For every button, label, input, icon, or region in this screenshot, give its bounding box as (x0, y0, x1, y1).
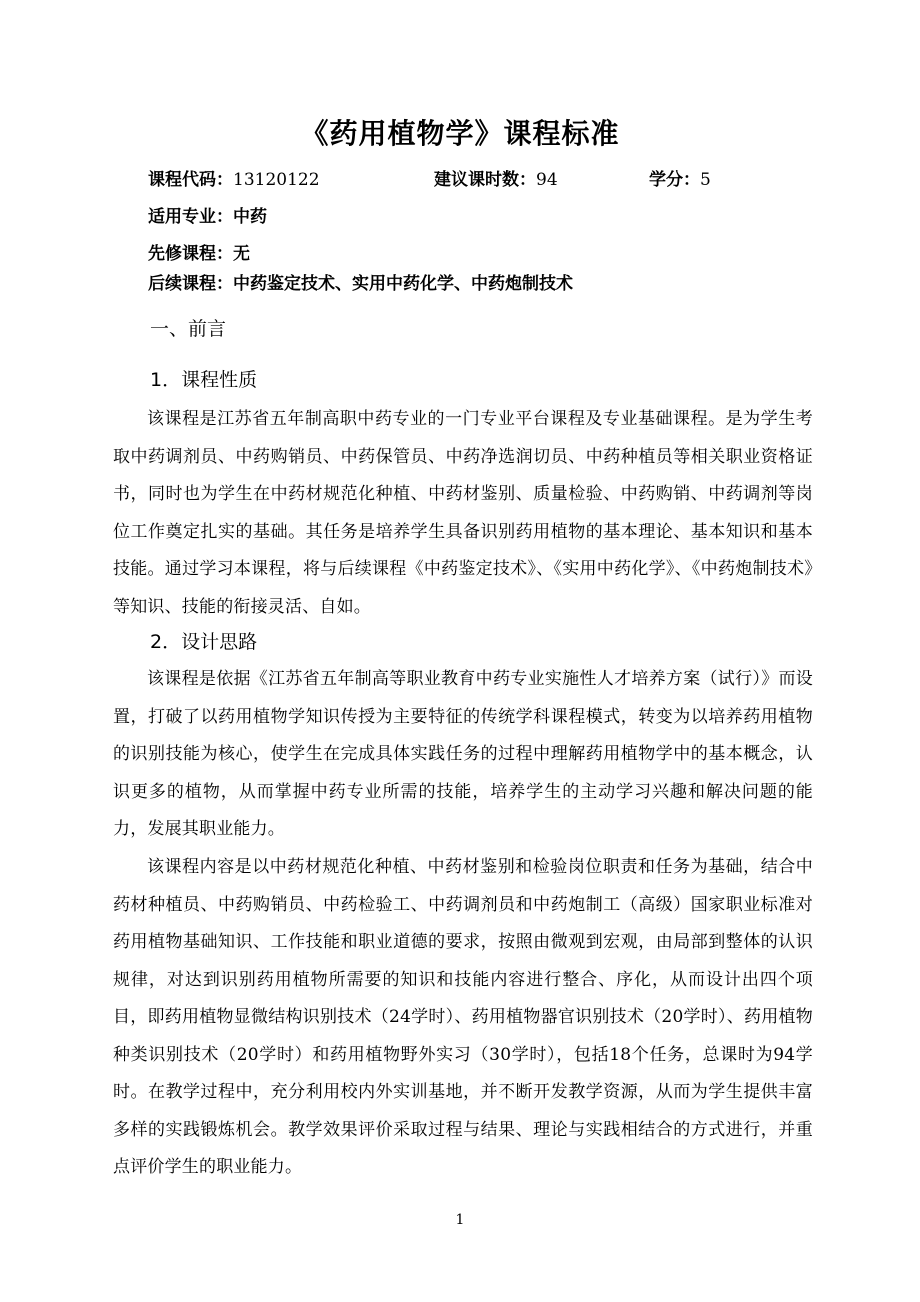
credit-line (649, 165, 711, 190)
credit-label: 学分： (649, 170, 700, 190)
paragraph-course-content: 该课程内容是以中药材规范化种植、中药材鉴别和检验岗位职责和任务为基础，结合中药材种植员、中药购销员、中药检验工、中药调剂员和中药炮制工（高级）国家职业标准对药用植物基础知识、工作技能和职业道德的要求，按照由微观到宏观，由局部到整体的认识规律，对达到识别药用植物所需要的知识和技能内容进行整合、序化，从而设计出四个项目，即药用植物显微结构识别技术（24学时）、药用植物器官识别技术（20学时）、药用植物种类识别技术（20学时）和药用植物野外实习（30学时），包括18个任务，总课时为94学时。在教学过程中，充分利用校内外实训基地，并不断开发教学资源，从而为学生提供丰富多样的实践锻炼机会。教学效果评价采取过程与结果、理论与实践相结合的方式进行，并重点评价学生的职业能力。 (113, 857, 813, 1177)
suggested-hours-value: 94 (536, 170, 558, 190)
prerequisite-value: 无 (233, 244, 250, 264)
applicable-major-line (148, 202, 267, 227)
course-code-value: 13120122 (233, 170, 320, 190)
follow-up-courses-line (148, 269, 573, 294)
page-number: 1 (455, 1212, 465, 1228)
paragraph-course-nature: 该课程是江苏省五年制高职中药专业的一门专业平台课程及专业基础课程。是为学生考取中药调剂员、中药购销员、中药保管员、中药净选润切员、中药种植员等相关职业资格证书，同时也为学生在中药材规范化种植、中药材鉴别、质量检验、中药购销、中药调剂等岗位工作奠定扎实的基础。其任务是培养学生具备识别药用植物的基本理论、基本知识和基本技能。通过学习本课程，将与后续课程《中药鉴定技术》、《实用中药化学》、《中药炮制技术》等知识、技能的衔接灵活、自如。 (113, 409, 813, 617)
prerequisite-line (148, 239, 250, 264)
subsection-heading-design-idea: 2．设计思路 (150, 631, 258, 653)
section-heading-preface: 一、前言 (150, 318, 227, 340)
course-code-label: 课程代码： (148, 170, 233, 190)
applicable-major-label: 适用专业： (148, 207, 233, 227)
subsection-heading-course-nature: 1．课程性质 (150, 369, 258, 391)
course-code-line (148, 165, 320, 190)
suggested-hours-label: 建议课时数： (434, 170, 536, 190)
prerequisite-label: 先修课程： (148, 244, 233, 264)
applicable-major-value: 中药 (233, 207, 267, 227)
follow-up-courses-value: 中药鉴定技术、实用中药化学、中药炮制技术 (233, 274, 573, 294)
document-title: 《药用植物学》课程标准 (300, 117, 620, 150)
paragraph-design-basis: 该课程是依据《江苏省五年制高等职业教育中药专业实施性人才培养方案（试行）》而设置，打破了以药用植物学知识传授为主要特征的传统学科课程模式，转变为以培养药用植物的识别技能为核心，使学生在完成具体实践任务的过程中理解药用植物学中的基本概念，认识更多的植物，从而掌握中药专业所需的技能，培养学生的主动学习兴趣和解决问题的能力，发展其职业能力。 (113, 669, 813, 839)
credit-value: 5 (700, 170, 711, 190)
follow-up-courses-label: 后续课程： (148, 274, 233, 294)
suggested-hours-line (434, 165, 558, 190)
